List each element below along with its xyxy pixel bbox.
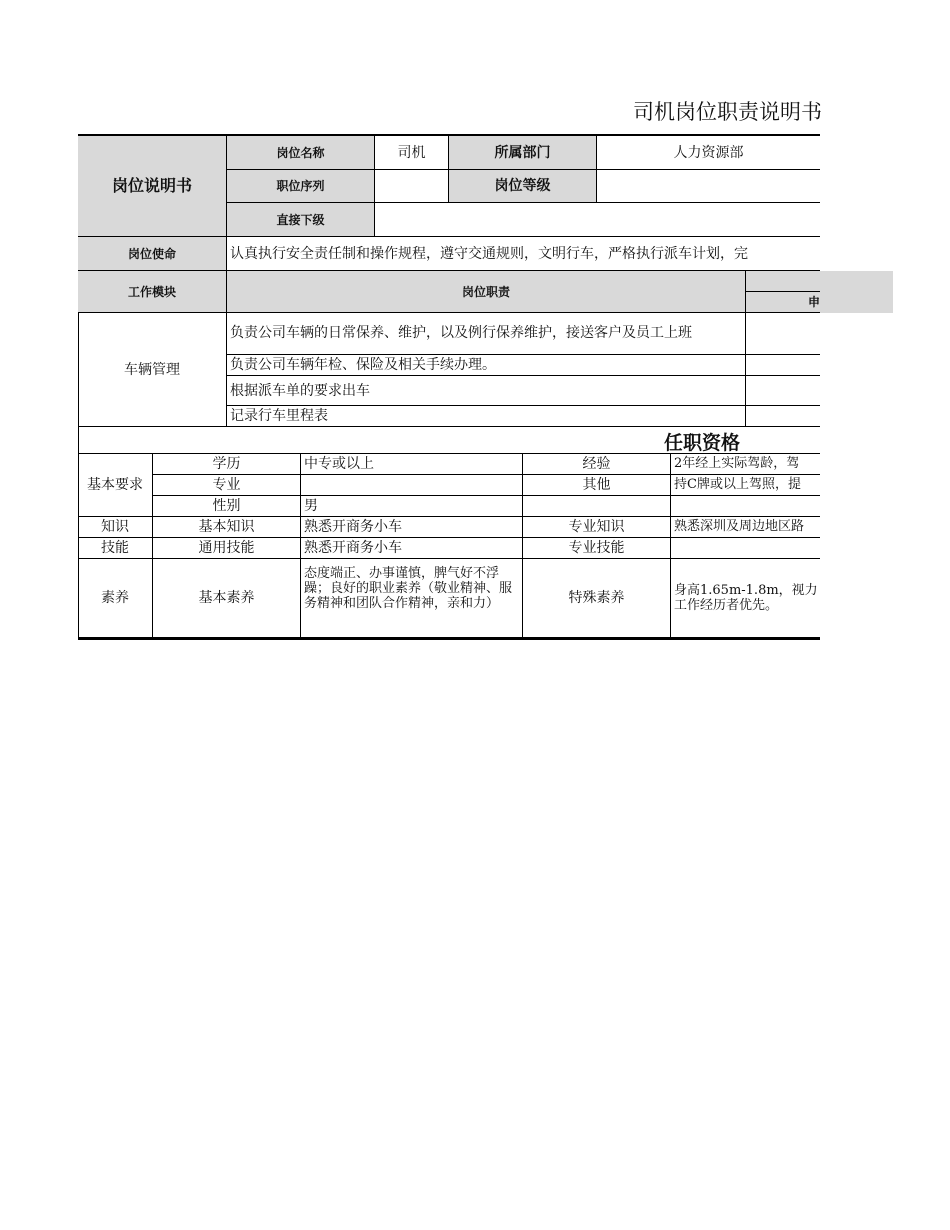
general-skill-label: 通用技能: [153, 538, 301, 559]
basic-knowledge-value: 熟悉开商务小车: [301, 517, 523, 538]
major-label: 专业: [153, 475, 301, 496]
other-label: 其他: [523, 475, 671, 496]
module-header: 工作模块: [78, 271, 227, 313]
quality-label: 素养: [78, 559, 153, 638]
basic-requirements-label: 基本要求: [78, 454, 153, 517]
duty-subheader-fragment: 申: [746, 292, 820, 313]
gender-blank-value: [671, 496, 820, 517]
duty-item: 负责公司车辆的日常保养、维护，以及例行保养维护，接送客户及员工上班: [227, 313, 746, 355]
mission-label: 岗位使命: [78, 237, 227, 271]
experience-value: 2年经上实际驾龄，驾: [671, 454, 820, 475]
duty-item-extra: [746, 376, 820, 406]
overflow-gray-cell: [820, 271, 893, 313]
skill-label: 技能: [78, 538, 153, 559]
grade-label: 岗位等级: [449, 170, 597, 203]
sheet-bottom-border: [78, 638, 820, 640]
knowledge-label: 知识: [78, 517, 153, 538]
pro-knowledge-label: 专业知识: [523, 517, 671, 538]
pro-skill-label: 专业技能: [523, 538, 671, 559]
grade-value[interactable]: [597, 170, 820, 203]
major-value: [301, 475, 523, 496]
subordinate-label: 直接下级: [227, 203, 375, 237]
subordinate-value[interactable]: [375, 203, 820, 237]
duty-item: 记录行车里程表: [227, 406, 746, 427]
basic-quality-value: 态度端正、办事谨慎，脾气好不浮躁；良好的职业素养（敬业精神、服务精神和团队合作精神，亲和力）: [301, 559, 523, 638]
special-quality-label: 特殊素养: [523, 559, 671, 638]
gender-label: 性别: [153, 496, 301, 517]
duty-item: 负责公司车辆年检、保险及相关手续办理。: [227, 355, 746, 376]
gender-value: 男: [301, 496, 523, 517]
mission-text: 认真执行安全责任制和操作规程，遵守交通规则，文明行车，严格执行派车计划，完: [227, 237, 820, 271]
special-quality-value: 身高1.65m-1.8m，视力工作经历者优先。: [671, 559, 820, 638]
duty-subheader-top: [746, 271, 820, 292]
sequence-label: 职位序列: [227, 170, 375, 203]
position-name-value[interactable]: 司机: [375, 136, 449, 170]
duty-item-extra: [746, 406, 820, 427]
duty-header: 岗位职责: [227, 271, 746, 313]
pro-knowledge-value: 熟悉深圳及周边地区路: [671, 517, 820, 538]
duty-item: 根据派车单的要求出车: [227, 376, 746, 406]
section-label: 岗位说明书: [78, 136, 227, 237]
experience-label: 经验: [523, 454, 671, 475]
job-description-sheet: [78, 134, 820, 640]
sequence-value[interactable]: [375, 170, 449, 203]
page-title: 司机岗位职责说明书: [633, 100, 822, 124]
education-label: 学历: [153, 454, 301, 475]
general-skill-value: 熟悉开商务小车: [301, 538, 523, 559]
duty-item-extra: [746, 313, 820, 355]
department-label: 所属部门: [449, 136, 597, 170]
department-value[interactable]: 人力资源部: [597, 136, 820, 170]
gender-blank-label: [523, 496, 671, 517]
module-name: 车辆管理: [78, 313, 227, 427]
basic-quality-label: 基本素养: [153, 559, 301, 638]
other-value: 持C牌或以上驾照，提: [671, 475, 820, 496]
duty-item-extra: [746, 355, 820, 376]
basic-knowledge-label: 基本知识: [153, 517, 301, 538]
pro-skill-value: [671, 538, 820, 559]
education-value: 中专或以上: [301, 454, 523, 475]
qualifications-title: 任职资格: [664, 432, 741, 454]
position-name-label: 岗位名称: [227, 136, 375, 170]
